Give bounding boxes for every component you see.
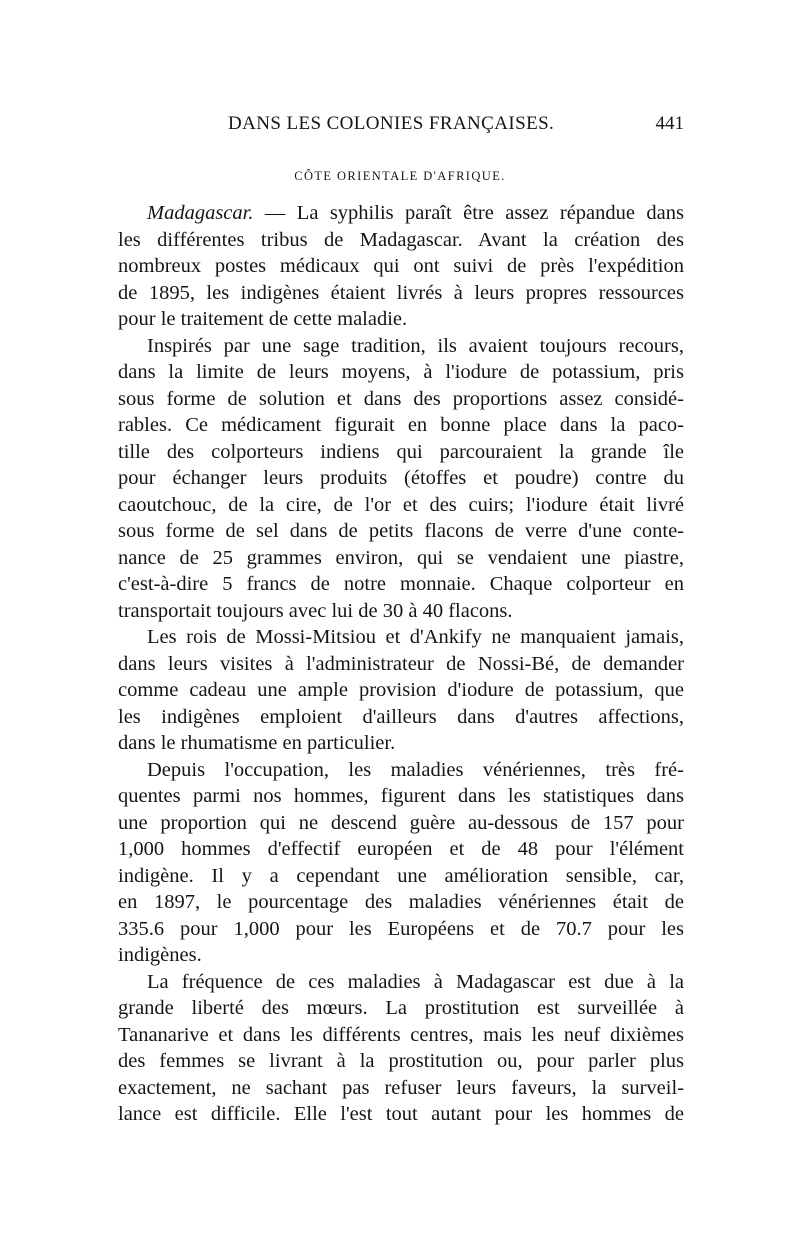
text-line-10: tille des colporteurs indiens qui parcouraient la grande île [118,440,684,463]
text-line-29: indigènes. [118,944,202,966]
text-line-6: Inspirés par une sage tradition, ils avaient toujours recours, [147,334,684,357]
text-line-33: des femmes se livrant à la prostitution ou, pour parler plus [118,1050,684,1072]
text-line-28: 335.6 pour 1,000 pour les Européens et de 70.7 pour les [118,917,684,940]
place-name-label: Madagascar. [147,202,254,224]
text-line-11: pour échanger leurs produits (étoffes et poudre) contre du [118,467,684,489]
text-line-4: de 1895, les indigènes étaient livrés à leurs propres ressources [118,281,684,304]
text-line-21: dans le rhumatisme en particulier. [118,732,396,754]
running-title: DANS LES COLONIES FRANÇAISES. [228,113,555,134]
text-line-3: nombreux postes médicaux qui ont suivi de près l'expédition [118,255,684,277]
text-line-25: 1,000 hommes d'effectif européen et de 48 pour l'élément [118,838,684,860]
text-line-1-rest: — La syphilis paraît être assez répandue dans [253,202,684,224]
text-line-7: dans la limite de leurs moyens, à l'iodure de potassium, pris [118,361,684,383]
text-line-24: une proportion qui ne descend guère au-dessous de 157 pour [118,811,684,834]
text-line-5: pour le traitement de cette maladie. [118,308,408,330]
text-line-30: La fréquence de ces maladies à Madagascar est due à la [147,970,684,993]
body-text [118,200,684,1128]
text-line-35: lance est difficile. Elle l'est tout autant pour les hommes de [118,1103,684,1125]
text-line-2: les différentes tribus de Madagascar. Avant la création des [118,228,684,251]
text-line-16: transportait toujours avec lui de 30 à 40 flacons. [118,599,513,622]
text-line-9: rables. Ce médicament figurait en bonne place dans la paco- [118,414,684,436]
text-line-14: nance de 25 grammes environ, qui se vendaient une piastre, [118,546,684,569]
text-line-15: c'est-à-dire 5 francs de notre monnaie. Chaque colporteur en [118,573,684,595]
text-line-17: Les rois de Mossi-Mitsiou et d'Ankify ne manquaient jamais, [147,626,684,648]
text-line-20: les indigènes emploient d'ailleurs dans d'autres affections, [118,705,684,728]
text-line-12: caoutchouc, de la cire, de l'or et des cuirs; l'iodure était livré [118,493,684,516]
text-line-34: exactement, ne sachant pas refuser leurs faveurs, la surveil- [118,1076,684,1099]
text-line-23: quentes parmi nos hommes, figurent dans les statistiques dans [118,785,684,807]
text-line-19: comme cadeau une ample provision d'iodure de potassium, que [118,679,684,701]
text-line-31: grande liberté des mœurs. La prostitution est surveillée à [118,997,684,1019]
text-line-32: Tananarive et dans les différents centres, mais les neuf dixièmes [118,1023,684,1046]
text-line-27: en 1897, le pourcentage des maladies vénériennes était de [118,891,684,913]
text-line-8: sous forme de solution et dans des proportions assez considé- [118,387,684,410]
section-heading: CÔTE ORIENTALE D'AFRIQUE. [294,169,506,183]
page-number: 441 [655,113,684,134]
text-line-18: dans leurs visites à l'administrateur de Nossi-Bé, de demander [118,652,684,675]
running-head [118,113,684,143]
text-line-26: indigène. Il y a cependant une amélioration sensible, car, [118,864,684,887]
text-line-13: sous forme de sel dans de petits flacons de verre d'une conte- [118,520,684,542]
text-line-1 [118,200,684,227]
text-line-22: Depuis l'occupation, les maladies vénériennes, très fré- [147,758,684,781]
